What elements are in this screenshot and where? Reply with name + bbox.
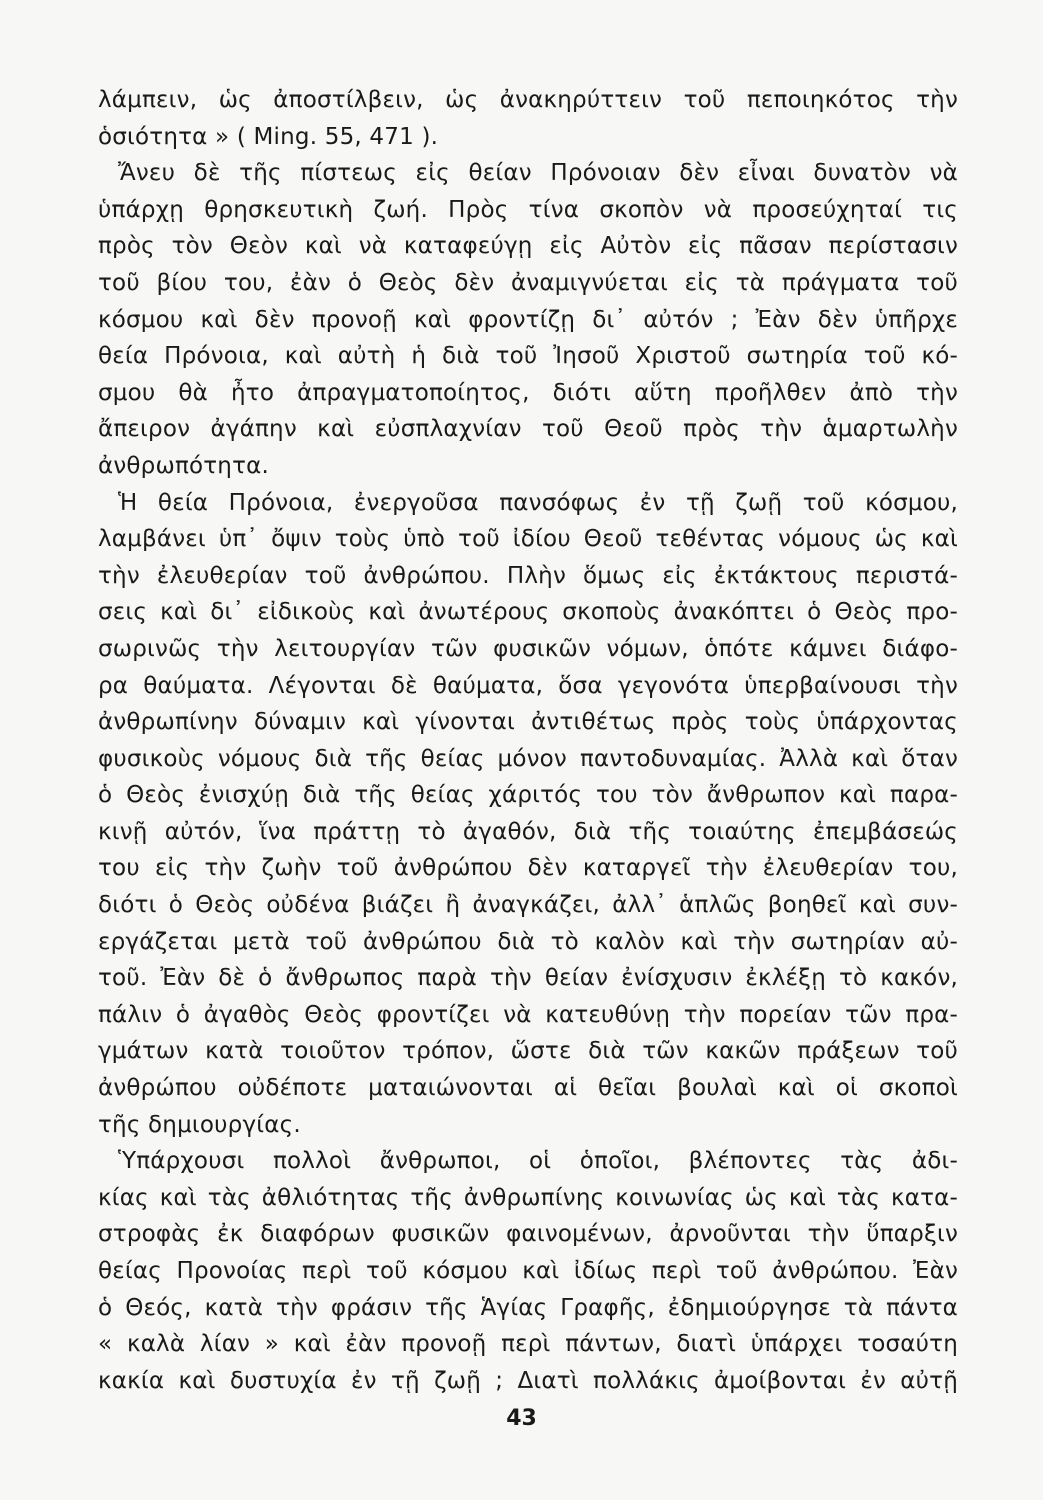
text-line: διότι ὁ Θεὸς οὐδένα βιάζει ἢ ἀναγκάζει, ἀλλ᾽ ἁπλῶς βοηθεῖ καὶ συν- — [98, 892, 958, 919]
text-line: σμου θὰ ἦτο ἀπραγματοποίητος, διότι αὕτη προῆλθεν ἀπὸ τὴν — [98, 379, 958, 406]
text-line: τῆς δημιουργίας. — [98, 1111, 301, 1138]
text-line: κίας καὶ τὰς ἀθλιότητας τῆς ἀνθρωπίνης κοινωνίας ὡς καὶ τὰς κατα- — [98, 1184, 958, 1211]
text-line: ὁ Θεὸς ἐνισχύῃ διὰ τῆς θείας χάριτός του τὸν ἄνθρωπον καὶ παρα- — [98, 782, 958, 809]
text-line: στροφὰς ἐκ διαφόρων φυσικῶν φαινομένων, ἀρνοῦνται τὴν ὕπαρξιν — [98, 1221, 958, 1248]
text-line: θείας Προνοίας περὶ τοῦ κόσμου καὶ ἰδίως περὶ τοῦ ἀνθρώπου. Ἐὰν — [98, 1258, 958, 1284]
text-line: κακία καὶ δυστυχία ἐν τῇ ζωῇ ; Διατὶ πολλάκις ἀμοίβονται ἐν αὐτῇ — [98, 1367, 958, 1394]
text-line: γμάτων κατὰ τοιοῦτον τρόπον, ὥστε διὰ τῶν κακῶν πράξεων τοῦ — [98, 1038, 958, 1065]
text-line: λαμβάνει ὑπ᾽ ὄψιν τοὺς ὑπὸ τοῦ ἰδίου Θεοῦ τεθέντας νόμους ὡς καὶ — [98, 526, 958, 553]
text-line: τὴν ἐλευθερίαν τοῦ ἀνθρώπου. Πλὴν ὅμως εἰς ἐκτάκτους περιστά- — [98, 562, 958, 589]
text-line: κινῇ αὐτόν, ἵνα πράττῃ τὸ ἀγαθόν, διὰ τῆς τοιαύτης ἐπεμβάσεώς — [98, 818, 958, 845]
text-line: θεία Πρόνοια, καὶ αὐτὴ ἡ διὰ τοῦ Ἰησοῦ Χριστοῦ σωτηρία τοῦ κό- — [98, 343, 958, 370]
text-line: ἀνθρωπότητα. — [98, 452, 270, 479]
text-line: Ἄνευ δὲ τῆς πίστεως εἰς θείαν Πρόνοιαν δὲν εἶναι δυνατὸν νὰ — [118, 160, 958, 187]
text-line: τοῦ βίου του, ἐὰν ὁ Θεὸς δὲν ἀναμιγνύεται εἰς τὰ πράγματα τοῦ — [98, 269, 958, 296]
text-line: φυσικοὺς νόμους διὰ τῆς θείας μόνον παντοδυναμίας. Ἀλλὰ καὶ ὅταν — [98, 745, 958, 772]
text-line: ὁσιότητα » ( Ming. 55, 471 ). — [98, 123, 439, 150]
text-line: του εἰς τὴν ζωὴν τοῦ ἀνθρώπου δὲν καταργεῖ τὴν ἐλευθερίαν του, — [98, 855, 958, 882]
text-line: « καλὰ λίαν » καὶ ἐὰν προνοῇ περὶ πάντων, διατὶ ὑπάρχει τοσαύτη — [98, 1331, 958, 1358]
page-number: 43 — [506, 1406, 537, 1431]
text-line: ἀνθρώπου οὐδέποτε ματαιώνονται αἱ θεῖαι βουλαὶ καὶ οἱ σκοποὶ — [98, 1075, 958, 1102]
text-line: ὑπάρχῃ θρησκευτικὴ ζωή. Πρὸς τίνα σκοπὸν νὰ προσεύχηταί τις — [98, 196, 958, 223]
text-line: πάλιν ὁ ἀγαθὸς Θεὸς φροντίζει νὰ κατευθύνῃ τὴν πορείαν τῶν πρα- — [98, 1001, 958, 1028]
text-line: τοῦ. Ἐὰν δὲ ὁ ἄνθρωπος παρὰ τὴν θείαν ἐνίσχυσιν ἐκλέξῃ τὸ κακόν, — [98, 965, 958, 992]
text-line: ἀνθρωπίνην δύναμιν καὶ γίνονται ἀντιθέτως πρὸς τοὺς ὑπάρχοντας — [98, 709, 958, 736]
text-line: σεις καὶ δι᾽ εἰδικοὺς καὶ ἀνωτέρους σκοποὺς ἀνακόπτει ὁ Θεὸς προ- — [98, 599, 958, 626]
text-line: Ἡ θεία Πρόνοια, ἐνεργοῦσα πανσόφως ἐν τῇ ζωῇ τοῦ κόσμου, — [118, 489, 958, 516]
text-line: εργάζεται μετὰ τοῦ ἀνθρώπου διὰ τὸ καλὸν καὶ τὴν σωτηρίαν αὐ- — [98, 928, 958, 955]
text-line: ρα θαύματα. Λέγονται δὲ θαύματα, ὅσα γεγονότα ὑπερβαίνουσι τὴν — [98, 672, 958, 699]
body-text — [98, 82, 958, 1399]
text-line: ὁ Θεός, κατὰ τὴν φράσιν τῆς Ἁγίας Γραφῆς, ἐδημιούργησε τὰ πάντα — [98, 1294, 958, 1321]
text-line: σωρινῶς τὴν λειτουργίαν τῶν φυσικῶν νόμων, ὁπότε κάμνει διάφο- — [98, 635, 958, 662]
text-line: Ὑπάρχουσι πολλοὶ ἄνθρωποι, οἱ ὁποῖοι, βλέποντες τὰς ἀδι- — [118, 1148, 958, 1175]
text-line: πρὸς τὸν Θεὸν καὶ νὰ καταφεύγῃ εἰς Αὐτὸν εἰς πᾶσαν περίστασιν — [98, 233, 958, 260]
text-line: λάμπειν, ὡς ἀποστίλβειν, ὡς ἀνακηρύττειν τοῦ πεποιηκότος τὴν — [98, 87, 958, 113]
text-line: ἄπειρον ἀγάπην καὶ εὐσπλαχνίαν τοῦ Θεοῦ πρὸς τὴν ἁμαρτωλὴν — [98, 416, 958, 443]
text-line: κόσμου καὶ δὲν προνοῇ καὶ φροντίζῃ δι᾽ αὐτόν ; Ἐὰν δὲν ὑπῆρχε — [98, 306, 958, 333]
